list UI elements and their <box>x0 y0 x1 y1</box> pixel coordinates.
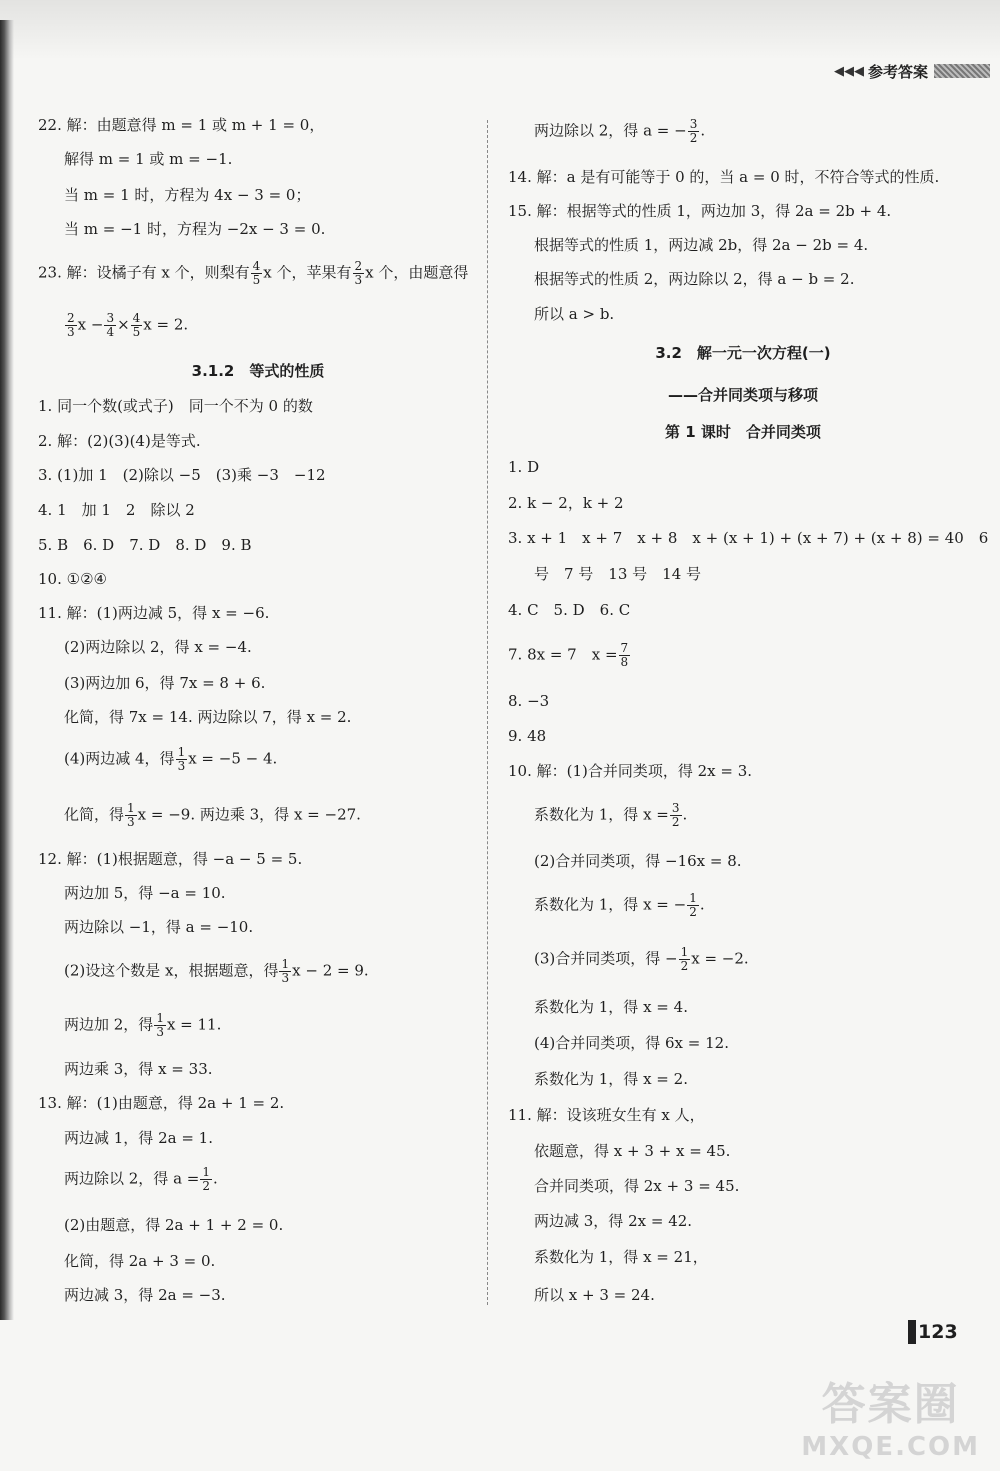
fraction <box>131 312 143 339</box>
page-footer <box>908 1320 958 1344</box>
header-title: 参考答案 <box>867 62 928 81</box>
numerator: 4 <box>132 311 141 325</box>
answer-line-with-fractions <box>64 312 188 339</box>
answer-line: 根据等式的性质 1，两边减 2b，得 2a − 2b = 4. <box>534 236 869 254</box>
answer-line: 两边除以 −1，得 a = −10. <box>64 918 254 936</box>
fraction <box>353 260 365 287</box>
answer-line: 系数化为 1，得 x = 4. <box>534 998 688 1016</box>
numerator: 3 <box>689 117 698 131</box>
answer-line: 根据等式的性质 2，两边除以 2，得 a − b = 2. <box>534 270 855 288</box>
answer-line: 2. 解：(2)(3)(4)是等式. <box>38 432 201 450</box>
text-segment: x = 11. <box>166 1015 222 1034</box>
answer-line: (2)合并同类项，得 −16x = 8. <box>534 852 742 870</box>
denominator: 8 <box>620 655 629 669</box>
fraction <box>154 1012 166 1039</box>
answer-line: 3. (1)加 1 (2)除以 −5 (3)乘 −3 −12 <box>38 466 326 484</box>
numerator: 1 <box>680 945 689 959</box>
text-segment: . <box>700 121 706 140</box>
answer-line: 系数化为 1，得 x = 2. <box>534 1070 688 1088</box>
text-segment: x − <box>77 315 104 334</box>
denominator: 3 <box>177 759 186 773</box>
denominator: 2 <box>689 131 698 145</box>
answer-line: 13. 解：(1)由题意，得 2a + 1 = 2. <box>38 1094 285 1112</box>
answer-line-with-fractions <box>534 802 687 829</box>
answer-line: 22. 解：由题意得 m = 1 或 m + 1 = 0， <box>38 116 325 134</box>
answer-line: 号 7 号 13 号 14 号 <box>534 565 702 583</box>
denominator: 2 <box>202 1179 211 1193</box>
answer-line-with-fractions <box>64 1166 218 1193</box>
answer-line: 3. x + 1 x + 7 x + 8 x + (x + 1) + (x + 7) + (x + 8) = 40 6 <box>508 529 989 547</box>
answer-line-with-fractions <box>64 746 277 773</box>
answer-line: 解得 m = 1 或 m = −1. <box>64 150 233 168</box>
text-segment: 23. 解：设橘子有 x 个，则梨有 <box>38 263 250 282</box>
answer-line: 两边减 3，得 2x = 42. <box>534 1212 693 1230</box>
text-segment: x 个，苹果有 <box>263 263 352 282</box>
text-segment: . <box>682 805 688 824</box>
header-decoration-bar <box>934 64 990 78</box>
answer-line-with-fractions <box>64 1012 221 1039</box>
answer-line: 两边减 3，得 2a = −3. <box>64 1286 226 1304</box>
scan-shadow <box>0 0 1000 60</box>
text-segment: 两边加 2，得 <box>64 1015 154 1034</box>
text-segment: x = −9. 两边乘 3，得 x = −27. <box>137 805 361 824</box>
answer-line: 4. 1 加 1 2 除以 2 <box>38 501 195 519</box>
text-segment: 化简，得 <box>64 805 125 824</box>
answer-line: 10. 解：(1)合并同类项，得 2x = 3. <box>508 762 753 780</box>
lesson-title: 第 1 课时 合并同类项 <box>665 423 821 441</box>
page-binding-edge <box>0 20 14 1320</box>
numerator: 2 <box>354 259 363 273</box>
page-number-marker <box>908 1320 916 1344</box>
fraction <box>176 746 188 773</box>
fraction <box>670 802 682 829</box>
section-title: 3.1.2 等式的性质 <box>191 362 325 380</box>
answer-line: 当 m = 1 时，方程为 4x − 3 = 0； <box>64 186 311 204</box>
denominator: 2 <box>689 905 697 919</box>
answer-line: 11. 解：(1)两边减 5，得 x = −6. <box>38 604 270 622</box>
answer-line: 依题意，得 x + 3 + x = 45. <box>534 1142 731 1160</box>
text-segment: x = −2. <box>691 949 749 968</box>
answer-line: (4)合并同类项，得 6x = 12. <box>534 1034 729 1052</box>
text-segment: . <box>213 1169 218 1188</box>
text-segment: 两边除以 2，得 a = − <box>534 121 687 140</box>
answer-line-with-fractions <box>534 892 705 919</box>
answer-line: 1. 同一个数(或式子) 同一个不为 0 的数 <box>38 397 313 415</box>
text-segment: x 个，由题意得 <box>365 263 469 282</box>
text-segment: 7. 8x = 7 x = <box>508 645 618 664</box>
answer-line: 14. 解：a 是有可能等于 0 的，当 a = 0 时，不符合等式的性质. <box>508 168 940 186</box>
answer-line: 15. 解：根据等式的性质 1，两边加 3，得 2a = 2b + 4. <box>508 202 892 220</box>
answer-line: 系数化为 1，得 x = 21， <box>534 1248 708 1266</box>
numerator: 1 <box>689 891 697 905</box>
text-segment: (2)设这个数是 x，根据题意，得 <box>64 961 279 980</box>
denominator: 3 <box>67 325 75 339</box>
answer-line: 10. ①②④ <box>38 570 107 588</box>
fraction <box>251 260 263 287</box>
text-segment: . <box>699 895 705 914</box>
numerator: 1 <box>127 801 135 815</box>
text-segment: 系数化为 1，得 x = <box>534 805 669 824</box>
fraction <box>104 312 116 339</box>
answer-line: 当 m = −1 时，方程为 −2x − 3 = 0. <box>64 220 326 238</box>
answer-line: 9. 48 <box>508 727 547 745</box>
fraction <box>688 118 700 145</box>
page-header <box>834 58 990 84</box>
page-number: 123 <box>918 1321 958 1343</box>
answer-line: 5. B 6. D 7. D 8. D 9. B <box>38 536 252 554</box>
answer-line: 化简，得 7x = 14. 两边除以 7，得 x = 2. <box>64 708 352 726</box>
answer-line: 化简，得 2a + 3 = 0. <box>64 1252 216 1270</box>
fraction <box>65 312 77 339</box>
column-divider <box>487 120 489 1305</box>
answer-line: 两边乘 3，得 x = 33. <box>64 1060 213 1078</box>
answer-line: 合并同类项，得 2x + 3 = 45. <box>534 1177 740 1195</box>
denominator: 2 <box>671 815 680 829</box>
answer-line-with-fractions <box>38 260 468 287</box>
answer-line: (2)由题意，得 2a + 1 + 2 = 0. <box>64 1216 284 1234</box>
answer-line: 4. C 5. D 6. C <box>508 601 631 619</box>
answer-line: 8. −3 <box>508 692 550 710</box>
fraction <box>687 892 699 919</box>
answer-line: 2. k − 2，k + 2 <box>508 494 624 512</box>
numerator: 1 <box>156 1011 164 1025</box>
text-segment: x = −5 − 4. <box>188 749 278 768</box>
denominator: 3 <box>127 815 135 829</box>
watermark-url: MXQE.COM <box>801 1432 980 1462</box>
denominator: 3 <box>354 273 363 287</box>
numerator: 1 <box>202 1165 211 1179</box>
section-title: 3.2 解一元一次方程(一) <box>655 344 831 362</box>
answer-line-with-fractions <box>508 642 631 669</box>
denominator: 2 <box>680 959 689 973</box>
numerator: 3 <box>106 311 115 325</box>
answer-line: 所以 x + 3 = 24. <box>534 1286 655 1304</box>
answer-line: (3)两边加 6，得 7x = 8 + 6. <box>64 674 266 692</box>
denominator: 4 <box>106 325 115 339</box>
answer-line: (2)两边除以 2，得 x = −4. <box>64 638 252 656</box>
fraction <box>619 642 631 669</box>
watermark-text: 答案圈 <box>821 1379 960 1430</box>
text-segment: (3)合并同类项，得 − <box>534 949 678 968</box>
numerator: 3 <box>671 801 680 815</box>
numerator: 7 <box>620 641 629 655</box>
answer-line: 两边加 5，得 −a = 10. <box>64 884 226 902</box>
text-segment: x = 2. <box>143 315 189 334</box>
answer-line-with-fractions <box>534 118 705 145</box>
denominator: 5 <box>252 273 261 287</box>
denominator: 3 <box>281 971 290 985</box>
text-segment: × <box>117 315 130 334</box>
section-subtitle: ——合并同类项与移项 <box>667 386 818 404</box>
fraction <box>200 1166 212 1193</box>
answer-line: 11. 解：设该班女生有 x 人， <box>508 1106 705 1124</box>
text-segment: 两边除以 2，得 a = <box>64 1169 200 1188</box>
numerator: 1 <box>177 745 186 759</box>
fraction <box>679 946 691 973</box>
numerator: 4 <box>252 259 261 273</box>
answer-line-with-fractions <box>64 802 361 829</box>
answer-line: 12. 解：(1)根据题意，得 −a − 5 = 5. <box>38 850 303 868</box>
fraction <box>125 802 137 829</box>
numerator: 1 <box>281 957 290 971</box>
fraction <box>279 958 291 985</box>
answer-line: 两边减 1，得 2a = 1. <box>64 1129 213 1147</box>
denominator: 5 <box>132 325 141 339</box>
text-segment: x − 2 = 9. <box>292 961 369 980</box>
triple-arrow-icon: ◀◀◀ <box>833 63 864 79</box>
text-segment: 系数化为 1，得 x = − <box>534 895 687 914</box>
numerator: 2 <box>67 311 75 325</box>
answer-line: 1. D <box>508 458 540 476</box>
watermark-logo <box>801 1368 980 1462</box>
text-segment: (4)两边减 4，得 <box>64 749 175 768</box>
answer-line-with-fractions <box>64 958 369 985</box>
answer-line: 所以 a > b. <box>534 305 615 323</box>
denominator: 3 <box>156 1025 164 1039</box>
answer-line-with-fractions <box>534 946 749 973</box>
